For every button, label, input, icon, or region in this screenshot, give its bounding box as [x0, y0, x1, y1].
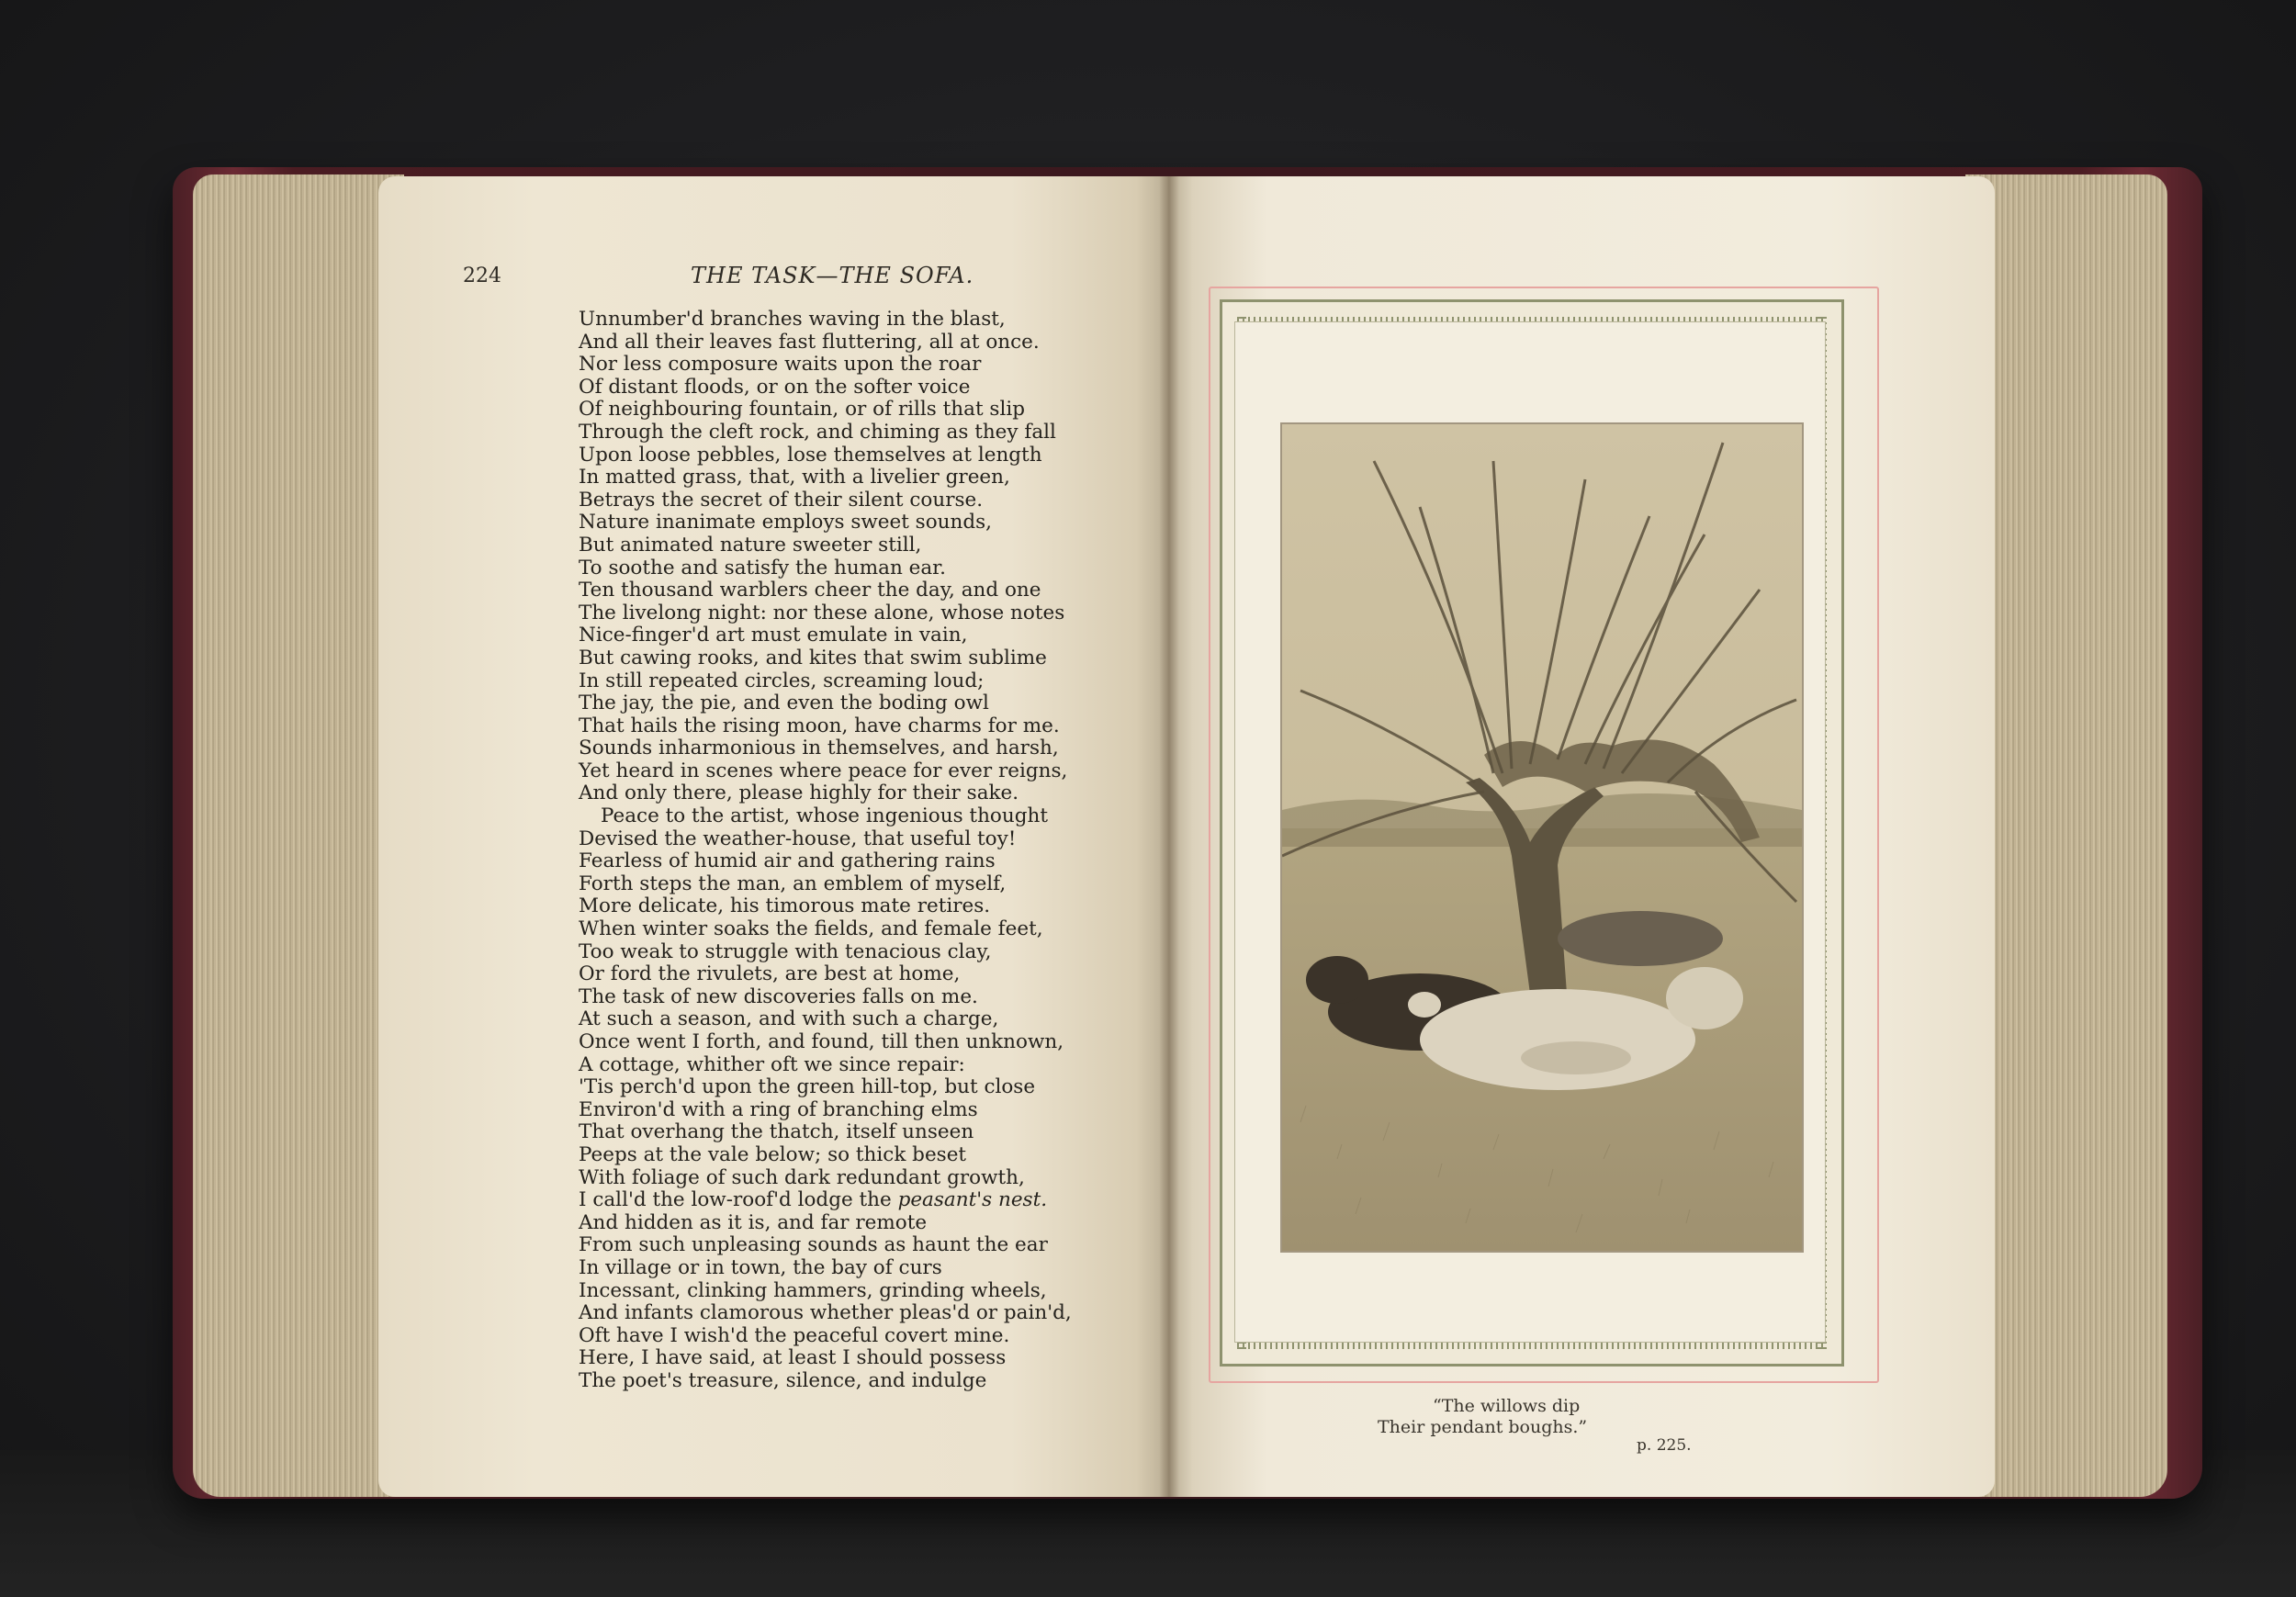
poem-line: Ten thousand warblers cheer the day, and one	[579, 579, 1041, 602]
poem-line: Oft have I wish'd the peaceful covert mine.	[579, 1323, 1010, 1347]
poem-line: Of distant floods, or on the softer voice	[579, 375, 971, 399]
poem-line: In still repeated circles, screaming loud;	[579, 669, 985, 692]
poem-line: Or ford the rivulets, are best at home,	[579, 962, 961, 986]
poem-line: And hidden as it is, and far remote	[579, 1210, 928, 1234]
poem-line: Upon loose pebbles, lose themselves at length	[579, 443, 1042, 467]
poem-line: The livelong night: nor these alone, whose notes	[579, 601, 1065, 624]
poem-line: The jay, the pie, and even the boding owl	[579, 692, 989, 715]
book-gutter	[1159, 176, 1179, 1497]
photo-image	[1282, 424, 1802, 1251]
poem-line: Of neighbouring fountain, or of rills that slip	[579, 398, 1025, 422]
poem-line: That overhang the thatch, itself unseen	[579, 1120, 974, 1144]
running-head: THE TASK—THE SOFA.	[691, 263, 974, 288]
poem-line: But cawing rooks, and kites that swim sublime	[579, 646, 1047, 669]
poem-line: Unnumber'd branches waving in the blast,	[579, 308, 1006, 331]
poem-line: But animated nature sweeter still,	[579, 533, 922, 557]
poem-line: The poet's treasure, silence, and indulge	[579, 1368, 987, 1392]
poem-line: Forth steps the man, an emblem of myself,	[579, 872, 1007, 895]
poem-line: When winter soaks the fields, and female feet,	[579, 917, 1043, 941]
plate-page-reference: p. 225.	[1637, 1436, 1692, 1455]
caption-line-1: “The willows dip	[1433, 1396, 1581, 1416]
poem-line: Nature inanimate employs sweet sounds,	[579, 511, 992, 534]
poem-line: Incessant, clinking hammers, grinding wheels,	[579, 1278, 1047, 1302]
poem-line: Betrays the secret of their silent course.	[579, 488, 984, 512]
poem-line: And all their leaves fast fluttering, all at once.	[579, 330, 1040, 354]
poem-line: And infants clamorous whether pleas'd or pain'd,	[579, 1301, 1072, 1325]
poem-line: In matted grass, that, with a livelier green,	[579, 466, 1010, 489]
poem-line: In village or in town, the bay of curs	[579, 1255, 942, 1279]
caption-line-2: Their pendant boughs.”	[1378, 1417, 1588, 1437]
poem-line: 'Tis perch'd upon the green hill-top, but close	[579, 1075, 1036, 1099]
poem-line: Too weak to struggle with tenacious clay,	[579, 939, 992, 963]
poem-line: Fearless of humid air and gathering rains	[579, 849, 996, 873]
poem-line: More delicate, his timorous mate retires.	[579, 894, 991, 918]
poem-line: That hails the rising moon, have charms for me.	[579, 714, 1060, 737]
poem-line: Nice-finger'd art must emulate in vain,	[579, 624, 968, 647]
poem-line: Here, I have said, at least I should possess	[579, 1346, 1007, 1370]
poem-line: Environ'd with a ring of branching elms	[579, 1097, 978, 1121]
poem-line: With foliage of such dark redundant growth,	[579, 1165, 1025, 1189]
poem-line: From such unpleasing sounds as haunt the ear	[579, 1233, 1048, 1257]
poem-line: A cottage, whither oft we since repair:	[579, 1052, 965, 1076]
poem-line: Sounds inharmonious in themselves, and harsh,	[579, 737, 1059, 760]
poem-line: And only there, please highly for their sake.	[579, 782, 1019, 805]
poem-line: I call'd the low-roof'd lodge the peasant's nest.	[579, 1188, 1048, 1212]
poem-line: Nor less composure waits upon the roar	[579, 353, 982, 377]
page-number: 224	[463, 264, 501, 287]
poem-text	[579, 309, 1148, 1393]
left-page-edges	[193, 174, 404, 1497]
poem-line: Devised the weather-house, that useful toy!	[579, 827, 1017, 850]
poem-line: Once went I forth, and found, till then unknown,	[579, 1030, 1064, 1053]
willow-cattle-photograph	[1280, 422, 1804, 1253]
poem-line: Peeps at the vale below; so thick beset	[579, 1142, 967, 1166]
right-page-edges	[1965, 174, 2167, 1497]
poem-line: Peace to the artist, whose ingenious thought	[601, 804, 1048, 828]
poem-line: To soothe and satisfy the human ear.	[579, 556, 946, 579]
plate-caption	[1378, 1396, 1587, 1438]
poem-line: At such a season, and with such a charge,	[579, 1007, 999, 1031]
poem-line: Through the cleft rock, and chiming as they fall	[579, 420, 1056, 444]
poem-line: The task of new discoveries falls on me.	[579, 984, 978, 1008]
poem-line: Yet heard in scenes where peace for ever reigns,	[579, 759, 1068, 782]
